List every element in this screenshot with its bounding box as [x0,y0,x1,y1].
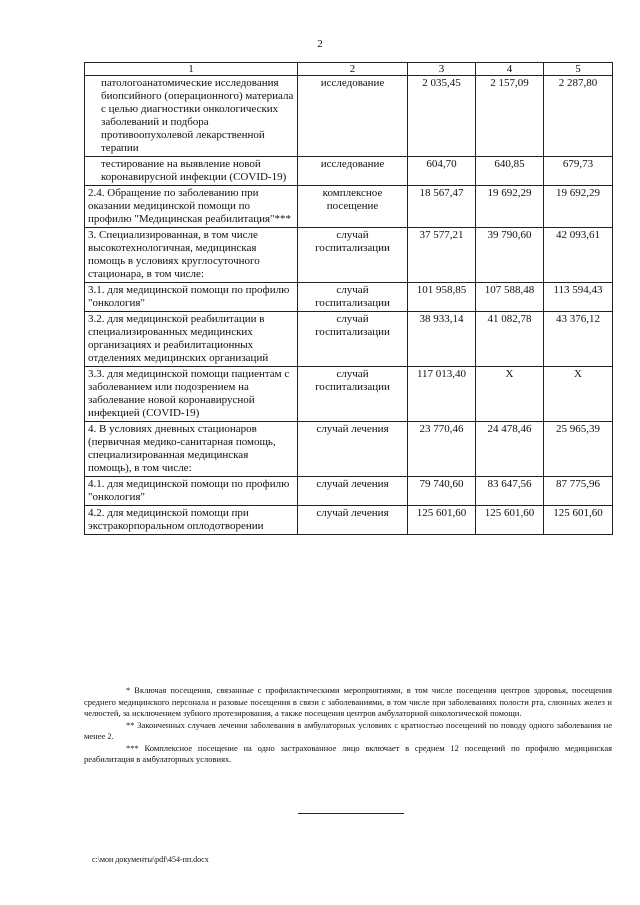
row-name-cell: 4.1. для медицинской помощи по профилю "онкология" [85,477,298,506]
row-name-cell: 3.2. для медицинской реабилитации в специализированных медицинских организациях и реабилитационных отделениях медицинских организаций [85,312,298,367]
row-value-cell: 41 082,78 [476,312,544,367]
row-unit-cell: случай госпитализации [298,367,408,422]
table-row [85,477,613,506]
row-value-cell: 107 588,48 [476,283,544,312]
row-unit-cell: исследование [298,157,408,186]
row-name-cell: 2.4. Обращение по заболеванию при оказании медицинской помощи по профилю "Медицинская реабилитация"*** [85,186,298,228]
row-value-cell: X [544,367,613,422]
row-name-cell: 3.3. для медицинской помощи пациентам с заболеванием или подозрением на заболевание новой коронавирусной инфекцией (COVID-19) [85,367,298,422]
file-path: c:\мои документы\pdf\454-пп.docx [92,855,209,864]
table-body [85,76,613,535]
row-value-cell: 25 965,39 [544,422,613,477]
column-header: 2 [298,63,408,76]
separator-line [298,813,404,814]
row-value-cell: 125 601,60 [408,506,476,535]
row-value-cell: 125 601,60 [476,506,544,535]
table-row [85,228,613,283]
table-row [85,157,613,186]
row-value-cell: 640,85 [476,157,544,186]
row-value-cell: 18 567,47 [408,186,476,228]
row-name-cell: 4.2. для медицинской помощи при экстракорпоральном оплодотворении [85,506,298,535]
row-name-cell: тестирование на выявление новой коронавирусной инфекции (COVID-19) [85,157,298,186]
footnotes [84,685,612,766]
row-value-cell: 79 740,60 [408,477,476,506]
column-header: 1 [85,63,298,76]
table-row [85,76,613,157]
row-value-cell: 2 035,45 [408,76,476,157]
row-value-cell: 87 775,96 [544,477,613,506]
row-value-cell: 117 013,40 [408,367,476,422]
page-number: 2 [317,38,323,50]
row-value-cell: X [476,367,544,422]
row-value-cell: 19 692,29 [544,186,613,228]
row-value-cell: 24 478,46 [476,422,544,477]
row-name-cell: патологоанатомические исследования биопсийного (операционного) материала с целью диагностики онкологических заболеваний и подбора противоопухолевой лекарственной терапии [85,76,298,157]
row-value-cell: 37 577,21 [408,228,476,283]
cost-standards-table [84,62,613,535]
table-row [85,506,613,535]
table-row [85,367,613,422]
row-value-cell: 604,70 [408,157,476,186]
column-header: 4 [476,63,544,76]
table-row [85,186,613,228]
row-name-cell: 3.1. для медицинской помощи по профилю "онкология" [85,283,298,312]
column-header: 3 [408,63,476,76]
row-unit-cell: исследование [298,76,408,157]
row-value-cell: 42 093,61 [544,228,613,283]
row-value-cell: 83 647,56 [476,477,544,506]
row-value-cell: 113 594,43 [544,283,613,312]
row-unit-cell: комплексное посещение [298,186,408,228]
row-name-cell: 3. Специализированная, в том числе высокотехнологичная, медицинская помощь в условиях круглосуточного стационара, в том числе: [85,228,298,283]
row-value-cell: 38 933,14 [408,312,476,367]
row-unit-cell: случай лечения [298,422,408,477]
row-value-cell: 2 157,09 [476,76,544,157]
row-value-cell: 679,73 [544,157,613,186]
table-row [85,312,613,367]
row-unit-cell: случай госпитализации [298,228,408,283]
table-header-row [85,63,613,76]
row-value-cell: 23 770,46 [408,422,476,477]
row-unit-cell: случай лечения [298,477,408,506]
row-value-cell: 39 790,60 [476,228,544,283]
footnote: * Включая посещения, связанные с профилактическими мероприятиями, в том числе посещения центров здоровья, посещения среднего медицинского персонала и разовые посещения в связи с заболеваниями, в том числе при заболеваниях полости рта, слюнных желез и челюстей, за исключением зубного протезирования, а также посещения центров амбулаторной онкологической помощи. [84,685,612,718]
row-value-cell: 101 958,85 [408,283,476,312]
table-row [85,283,613,312]
footnote: *** Комплексное посещение на одно застрахованное лицо включает в среднем 12 посещений по профилю медицинская реабилитация в амбулаторных условиях. [84,742,612,764]
row-value-cell: 125 601,60 [544,506,613,535]
row-unit-cell: случай госпитализации [298,283,408,312]
row-unit-cell: случай госпитализации [298,312,408,367]
row-value-cell: 19 692,29 [476,186,544,228]
footnote: ** Законченных случаев лечения заболевания в амбулаторных условиях с кратностью посещений по поводу одного заболевания не менее 2. [84,719,612,741]
row-value-cell: 2 287,80 [544,76,613,157]
column-header: 5 [544,63,613,76]
row-value-cell: 43 376,12 [544,312,613,367]
row-unit-cell: случай лечения [298,506,408,535]
table-row [85,422,613,477]
row-name-cell: 4. В условиях дневных стационаров (первичная медико-санитарная помощь, специализированная медицинская помощь), в том числе: [85,422,298,477]
